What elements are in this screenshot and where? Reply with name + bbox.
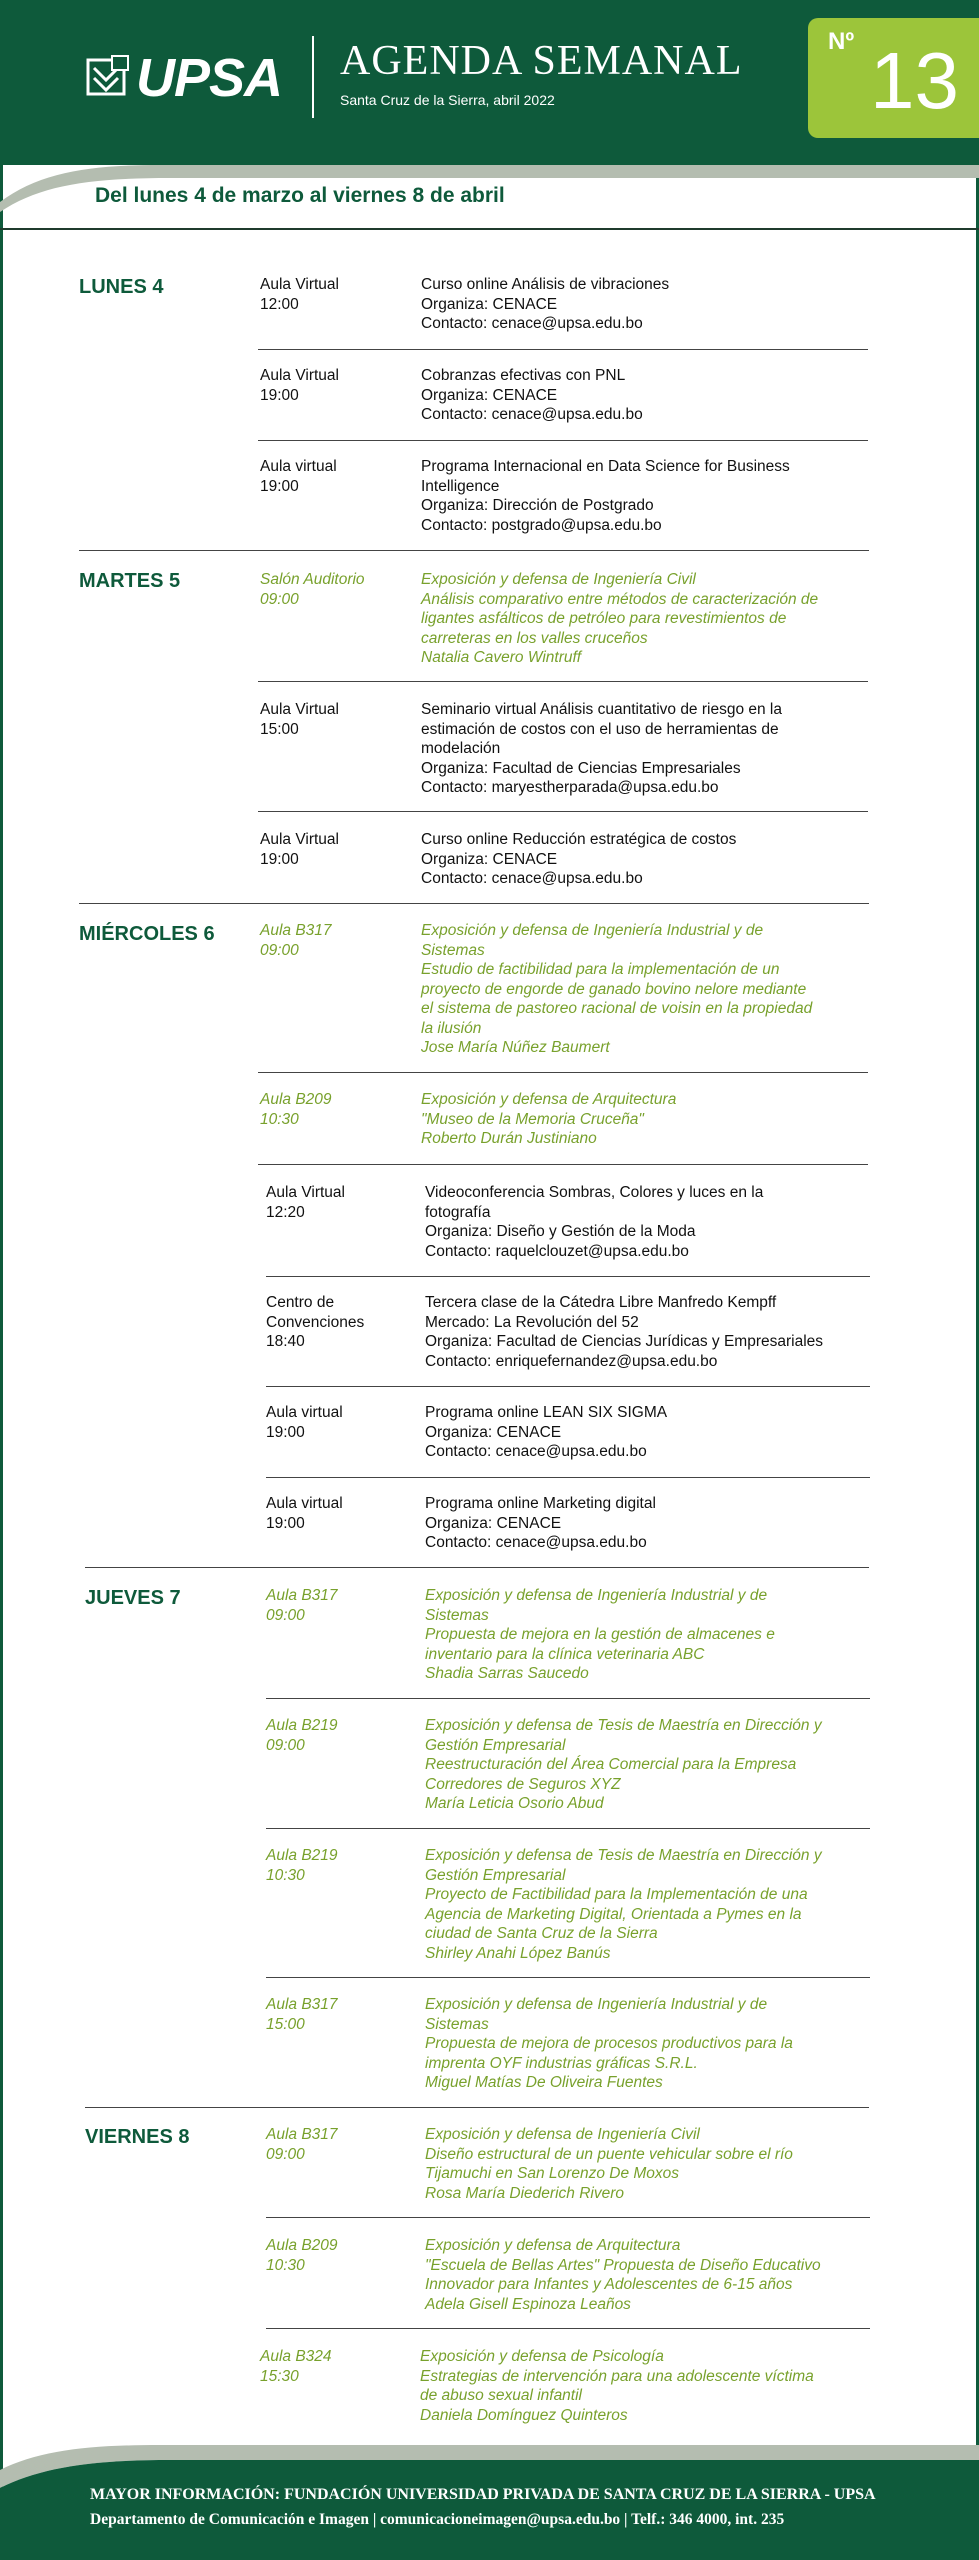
event-detail-line: Daniela Domínguez Quinteros [420, 2406, 628, 2424]
event-detail-line: Contacto: enriquefernandez@upsa.edu.bo [425, 1352, 718, 1370]
event-detail-line: Agencia de Marketing Digital, Orientada a Pymes en la [425, 1905, 802, 1923]
page-title: AGENDA SEMANAL [340, 38, 743, 84]
event-details [421, 830, 736, 889]
event-place-time: Aula B317 15:00 [266, 1996, 338, 2033]
event-detail-line: Corredores de Seguros XYZ [425, 1775, 621, 1793]
event-detail-line: Exposición y defensa de Tesis de Maestría en Dirección y [425, 1717, 822, 1734]
event-place-time: Aula virtual 19:00 [266, 1404, 343, 1441]
separator-line [258, 1164, 868, 1165]
event-detail-line: Organiza: Diseño y Gestión de la Moda [425, 1223, 696, 1240]
event-detail-line: Shadia Sarras Saucedo [425, 1665, 589, 1682]
event-detail-line: Exposición y defensa de Psicología [420, 2348, 664, 2365]
event-detail-line: inventario para la clínica veterinaria ABC [425, 1645, 705, 1663]
day-heading: VIERNES 8 [85, 2126, 190, 2148]
top-rule [0, 228, 979, 230]
event-details [425, 1293, 823, 1371]
event-detail-line: Miguel Matías De Oliveira Fuentes [425, 2074, 663, 2091]
event-detail-line: Organiza: Facultad de Ciencias Empresariales [421, 759, 741, 777]
event-detail-line: Cobranzas efectivas con PNL [421, 367, 626, 384]
separator-line [266, 1386, 870, 1387]
event-detail-line: ligantes asfálticos de petróleo para revestimientos de [421, 610, 787, 627]
event-detail-line: Contacto: cenace@upsa.edu.bo [425, 1443, 647, 1460]
separator-line [266, 1977, 870, 1978]
event-detail-line: Programa online Marketing digital [425, 1495, 656, 1512]
event-detail-line: la ilusión [421, 1019, 482, 1037]
event-detail-line: Exposición y defensa de Arquitectura [421, 1091, 677, 1108]
event-details [425, 1586, 775, 1684]
event-details [425, 1403, 667, 1462]
event-detail-line: Tercera clase de la Cátedra Libre Manfredo Kempff [425, 1294, 777, 1311]
separator-line [79, 550, 869, 551]
event-detail-line: Organiza: Dirección de Postgrado [421, 497, 654, 514]
separator-line [85, 1567, 869, 1568]
issue-badge [808, 18, 979, 138]
event-details [421, 700, 782, 798]
event-detail-line: Innovador para Infantes y Adolescentes de 6-15 años [425, 2276, 793, 2293]
event-detail-line: Contacto: cenace@upsa.edu.bo [425, 1534, 647, 1551]
event-detail-line: Organiza: CENACE [421, 386, 558, 404]
event-detail-line: Exposición y defensa de Ingeniería Industrial y de [425, 1587, 768, 1604]
event-details [421, 457, 790, 535]
upsa-logo [86, 48, 286, 108]
event-place-time: Aula Virtual 19:00 [260, 367, 339, 404]
upsa-emblem-icon [86, 54, 130, 98]
event-detail-line: "Museo de la Memoria Cruceña" [421, 1110, 644, 1128]
separator-line [79, 903, 869, 904]
event-detail-line: Exposición y defensa de Ingeniería Industrial y de [421, 922, 764, 939]
event-detail-line: Rosa María Diederich Rivero [425, 2184, 624, 2202]
separator-line [85, 2107, 869, 2108]
event-details [421, 275, 669, 334]
event-detail-line: Intelligence [421, 477, 500, 495]
event-details [421, 366, 643, 425]
event-detail-line: Reestructuración del Área Comercial para la Empresa [425, 1756, 797, 1773]
event-details [421, 570, 818, 668]
event-detail-line: Organiza: CENACE [425, 1514, 562, 1532]
event-detail-line: Seminario virtual Análisis cuantitativo de riesgo en la [421, 701, 782, 718]
event-detail-line: Curso online Reducción estratégica de costos [421, 831, 737, 848]
event-place-time: Aula B317 09:00 [260, 922, 332, 959]
event-details [425, 2236, 821, 2314]
event-detail-line: carreteras en los valles cruceños [421, 629, 648, 647]
week-range: Del lunes 4 de marzo al viernes 8 de abril [95, 184, 505, 207]
event-place-time: Aula B209 10:30 [266, 2237, 338, 2274]
event-details [421, 1090, 676, 1149]
event-detail-line: Mercado: La Revolución del 52 [425, 1313, 639, 1331]
event-detail-line: Sistemas [425, 1606, 489, 1624]
event-details [425, 1716, 822, 1814]
event-detail-line: Curso online Análisis de vibraciones [421, 276, 670, 293]
event-detail-line: el sistema de pastoreo racional de voisin en la propiedad [421, 1000, 813, 1017]
day-heading: JUEVES 7 [85, 1587, 181, 1609]
event-detail-line: de abuso sexual infantil [420, 2387, 583, 2404]
event-detail-line: Contacto: cenace@upsa.edu.bo [421, 406, 643, 423]
event-detail-line: Estrategias de intervención para una adolescente víctima [420, 2367, 814, 2385]
event-place-time: Aula Virtual 12:20 [266, 1184, 345, 1221]
separator-line [258, 1072, 868, 1073]
event-detail-line: Análisis comparativo entre métodos de caracterización de [421, 590, 819, 608]
separator-line [266, 1698, 870, 1699]
event-detail-line: Exposición y defensa de Arquitectura [425, 2237, 681, 2254]
footer-info: MAYOR INFORMACIÓN: FUNDACIÓN UNIVERSIDAD PRIVADA DE SANTA CRUZ DE LA SIERRA - UPSA [90, 2486, 876, 2503]
event-details [420, 2347, 814, 2425]
event-details [425, 1846, 822, 1963]
separator-line [258, 811, 868, 812]
event-detail-line: Shirley Anahi López Banús [425, 1944, 611, 1962]
event-details [421, 921, 812, 1058]
event-place-time: Aula B317 09:00 [266, 2126, 338, 2163]
event-detail-line: Videoconferencia Sombras, Colores y luces en la [425, 1184, 764, 1201]
event-detail-line: Programa online LEAN SIX SIGMA [425, 1404, 668, 1421]
event-detail-line: Organiza: CENACE [421, 850, 558, 868]
event-detail-line: proyecto de engorde de ganado bovino nelore mediante [421, 980, 807, 998]
event-detail-line: estimación de costos con el uso de herramientas de [421, 720, 779, 738]
event-place-time: Aula B317 09:00 [266, 1587, 338, 1624]
separator-line [266, 2328, 870, 2329]
event-place-time: Salón Auditorio 09:00 [260, 571, 365, 608]
separator-line [266, 1828, 870, 1829]
day-heading: MIÉRCOLES 6 [79, 923, 215, 945]
event-detail-line: imprenta OYF industrias gráficas S.R.L. [425, 2054, 698, 2072]
left-border [0, 0, 3, 2560]
event-detail-line: Exposición y defensa de Ingeniería Industrial y de [425, 1996, 768, 2013]
day-heading: LUNES 4 [79, 276, 164, 298]
event-details [425, 2125, 793, 2203]
event-place-time: Aula B324 15:30 [260, 2348, 332, 2385]
event-detail-line: María Leticia Osorio Abud [425, 1795, 604, 1812]
issue-number: 13 [870, 36, 959, 125]
event-detail-line: Contacto: raquelclouzet@upsa.edu.bo [425, 1242, 689, 1260]
event-detail-line: Contacto: postgrado@upsa.edu.bo [421, 516, 662, 534]
event-details [425, 1995, 793, 2093]
event-place-time: Centro de Convenciones 18:40 [266, 1294, 365, 1350]
event-detail-line: Roberto Durán Justiniano [421, 1130, 597, 1147]
event-detail-line: Exposición y defensa de Ingeniería Civil [421, 571, 696, 588]
event-place-time: Aula B219 09:00 [266, 1717, 338, 1754]
event-detail-line: Proyecto de Factibilidad para la Implementación de una [425, 1886, 808, 1903]
separator-line [266, 1276, 870, 1277]
event-place-time: Aula B219 10:30 [266, 1847, 338, 1884]
event-detail-line: Tijamuchi en San Lorenzo De Moxos [425, 2165, 680, 2182]
page-subtitle: Santa Cruz de la Sierra, abril 2022 [340, 92, 555, 108]
event-place-time: Aula virtual 19:00 [260, 458, 337, 495]
event-detail-line: Contacto: cenace@upsa.edu.bo [421, 870, 643, 887]
event-detail-line: Gestión Empresarial [425, 1736, 566, 1754]
logo-text: UPSA [136, 48, 283, 108]
event-detail-line: modelación [421, 740, 501, 757]
event-detail-line: Organiza: Facultad de Ciencias Jurídicas y Empresariales [425, 1333, 824, 1350]
event-detail-line: Estudio de factibilidad para la implementación de un [421, 961, 780, 978]
separator-line [258, 681, 868, 682]
event-place-time: Aula Virtual 12:00 [260, 276, 339, 313]
event-detail-line: Propuesta de mejora de procesos productivos para la [425, 2035, 793, 2052]
event-detail-line: Organiza: CENACE [421, 295, 558, 313]
separator-line [258, 440, 868, 441]
event-detail-line: Natalia Cavero Wintruff [421, 649, 582, 666]
event-detail-line: Adela Gisell Espinoza Leaños [425, 2295, 631, 2313]
separator-line [266, 2217, 870, 2218]
event-details [425, 1183, 763, 1261]
event-detail-line: ciudad de Santa Cruz de la Sierra [425, 1925, 658, 1942]
event-detail-line: Exposición y defensa de Tesis de Maestría en Dirección y [425, 1847, 822, 1864]
event-detail-line: Sistemas [425, 2015, 489, 2033]
header-divider [312, 36, 314, 118]
issue-label: Nº [828, 28, 855, 55]
event-place-time: Aula virtual 19:00 [266, 1495, 343, 1532]
event-detail-line: Jose María Núñez Baumert [421, 1039, 610, 1056]
event-detail-line: Sistemas [421, 941, 485, 959]
event-detail-line: Propuesta de mejora en la gestión de almacenes e [425, 1626, 775, 1643]
event-place-time: Aula Virtual 15:00 [260, 701, 339, 738]
event-detail-line: fotografía [425, 1203, 491, 1221]
day-heading: MARTES 5 [79, 570, 181, 592]
event-detail-line: Gestión Empresarial [425, 1866, 566, 1884]
event-detail-line: Contacto: cenace@upsa.edu.bo [421, 315, 643, 332]
footer-contact: Departamento de Comunicación e Imagen | comunicacioneimagen@upsa.edu.bo | Telf.: 346 4000, int. 235 [90, 2511, 785, 2528]
separator-line [266, 1477, 870, 1478]
event-place-time: Aula Virtual 19:00 [260, 831, 339, 868]
event-detail-line: Diseño estructural de un puente vehicular sobre el río [425, 2145, 793, 2163]
event-detail-line: Exposición y defensa de Ingeniería Civil [425, 2126, 700, 2143]
event-detail-line: Programa Internacional en Data Science for Business [421, 458, 790, 475]
event-detail-line: Contacto: maryestherparada@upsa.edu.bo [421, 779, 719, 796]
separator-line [258, 349, 868, 350]
event-detail-line: Organiza: CENACE [425, 1423, 562, 1441]
event-place-time: Aula B209 10:30 [260, 1091, 332, 1128]
event-details [425, 1494, 656, 1553]
event-detail-line: "Escuela de Bellas Artes" Propuesta de Diseño Educativo [425, 2256, 821, 2274]
